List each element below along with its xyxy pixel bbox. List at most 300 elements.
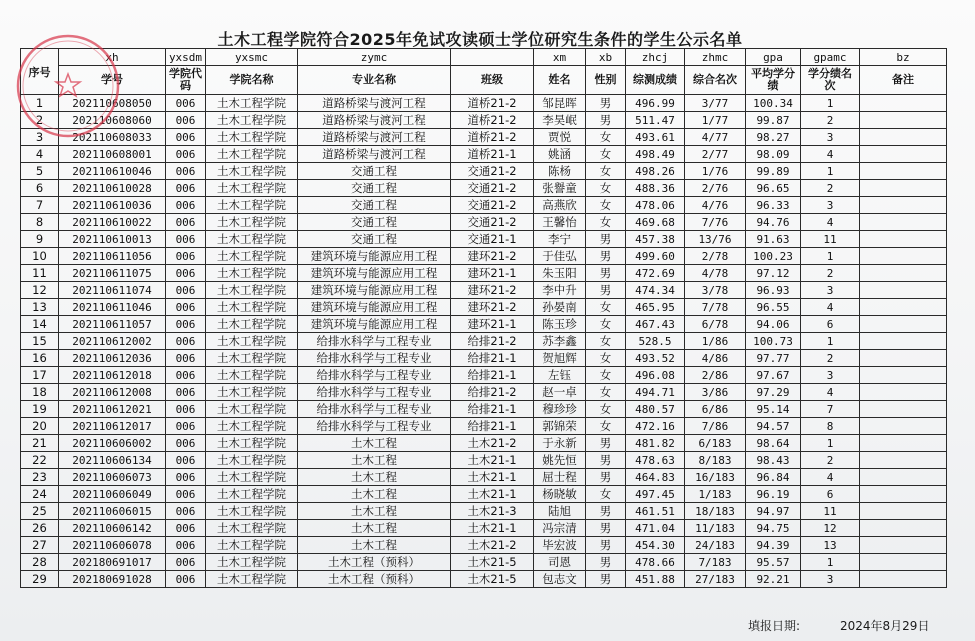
- code-yxsdm: yxsdm: [166, 49, 206, 66]
- code-bz: bz: [860, 49, 947, 66]
- class-cell: 给排21-1: [451, 401, 534, 418]
- college-code-cell: 006: [166, 214, 206, 231]
- student-id-cell: 202110606073: [59, 469, 166, 486]
- gender-cell: 女: [586, 163, 626, 180]
- header-gender: 性别: [586, 66, 626, 95]
- table-row: [21, 197, 947, 214]
- college-name-cell: 土木工程学院: [206, 571, 298, 588]
- gender-cell: 男: [586, 282, 626, 299]
- gpa-cell: 97.77: [746, 350, 801, 367]
- header-class: 班级: [451, 66, 534, 95]
- name-cell: 贺旭辉: [534, 350, 586, 367]
- note-cell: [860, 537, 947, 554]
- major-cell: 土木工程（预科）: [298, 554, 451, 571]
- seq-cell: 9: [21, 231, 59, 248]
- college-name-cell: 土木工程学院: [206, 180, 298, 197]
- gpa-cell: 95.57: [746, 554, 801, 571]
- code-xm: xm: [534, 49, 586, 66]
- note-cell: [860, 520, 947, 537]
- student-id-cell: 202110611075: [59, 265, 166, 282]
- class-cell: 建环21-2: [451, 282, 534, 299]
- table-row: [21, 486, 947, 503]
- major-cell: 土木工程: [298, 469, 451, 486]
- gender-cell: 女: [586, 350, 626, 367]
- seq-cell: 19: [21, 401, 59, 418]
- gpa-rank-cell: 2: [801, 265, 860, 282]
- college-code-cell: 006: [166, 452, 206, 469]
- college-code-cell: 006: [166, 316, 206, 333]
- student-id-cell: 202110612008: [59, 384, 166, 401]
- college-code-cell: 006: [166, 435, 206, 452]
- gpa-rank-cell: 6: [801, 316, 860, 333]
- gender-cell: 男: [586, 95, 626, 112]
- college-name-cell: 土木工程学院: [206, 197, 298, 214]
- gpa-cell: 100.73: [746, 333, 801, 350]
- gender-cell: 女: [586, 401, 626, 418]
- major-cell: 给排水科学与工程专业: [298, 350, 451, 367]
- college-code-cell: 006: [166, 520, 206, 537]
- score-rank-cell: 2/86: [685, 367, 746, 384]
- score-rank-cell: 3/86: [685, 384, 746, 401]
- seq-cell: 8: [21, 214, 59, 231]
- college-name-cell: 土木工程学院: [206, 350, 298, 367]
- table-row: [21, 418, 947, 435]
- major-cell: 交通工程: [298, 231, 451, 248]
- seq-cell: 23: [21, 469, 59, 486]
- major-cell: 土木工程: [298, 486, 451, 503]
- table-row: [21, 299, 947, 316]
- name-cell: 于永新: [534, 435, 586, 452]
- student-id-cell: 202110611056: [59, 248, 166, 265]
- report-date-label: 填报日期:: [748, 619, 801, 633]
- student-id-cell: 202110610046: [59, 163, 166, 180]
- gender-cell: 女: [586, 367, 626, 384]
- college-code-cell: 006: [166, 367, 206, 384]
- table-row: [21, 452, 947, 469]
- student-id-cell: 202180691028: [59, 571, 166, 588]
- seq-cell: 7: [21, 197, 59, 214]
- note-cell: [860, 503, 947, 520]
- table-row: [21, 146, 947, 163]
- major-cell: 交通工程: [298, 214, 451, 231]
- name-cell: 陆旭: [534, 503, 586, 520]
- score-rank-cell: 6/183: [685, 435, 746, 452]
- gpa-cell: 96.33: [746, 197, 801, 214]
- student-id-cell: 202110608033: [59, 129, 166, 146]
- gpa-rank-cell: 11: [801, 231, 860, 248]
- note-cell: [860, 231, 947, 248]
- table-row: [21, 180, 947, 197]
- table-row: [21, 384, 947, 401]
- score-rank-cell: 16/183: [685, 469, 746, 486]
- seq-cell: 1: [21, 95, 59, 112]
- seq-cell: 2: [21, 112, 59, 129]
- class-cell: 土木21-1: [451, 469, 534, 486]
- student-id-cell: 202110612036: [59, 350, 166, 367]
- table-row: [21, 367, 947, 384]
- college-code-cell: 006: [166, 537, 206, 554]
- name-cell: 高燕欣: [534, 197, 586, 214]
- gpa-cell: 98.64: [746, 435, 801, 452]
- table-row: [21, 231, 947, 248]
- seq-cell: 29: [21, 571, 59, 588]
- college-name-cell: 土木工程学院: [206, 418, 298, 435]
- note-cell: [860, 146, 947, 163]
- note-cell: [860, 554, 947, 571]
- major-cell: 建筑环境与能源应用工程: [298, 282, 451, 299]
- header-seq: 序号: [21, 49, 59, 95]
- class-cell: 土木21-5: [451, 554, 534, 571]
- note-cell: [860, 384, 947, 401]
- score-rank-cell: 3/77: [685, 95, 746, 112]
- gpa-rank-cell: 4: [801, 384, 860, 401]
- score-rank-cell: 1/86: [685, 333, 746, 350]
- name-cell: 贾悦: [534, 129, 586, 146]
- college-code-cell: 006: [166, 299, 206, 316]
- gpa-cell: 92.21: [746, 571, 801, 588]
- class-cell: 建环21-1: [451, 265, 534, 282]
- gpa-cell: 96.55: [746, 299, 801, 316]
- college-code-cell: 006: [166, 95, 206, 112]
- class-cell: 交通21-2: [451, 214, 534, 231]
- score-cell: 457.38: [626, 231, 685, 248]
- score-rank-cell: 7/86: [685, 418, 746, 435]
- major-cell: 交通工程: [298, 197, 451, 214]
- class-cell: 交通21-2: [451, 180, 534, 197]
- seq-cell: 25: [21, 503, 59, 520]
- seq-cell: 4: [21, 146, 59, 163]
- name-cell: 陈杨: [534, 163, 586, 180]
- college-name-cell: 土木工程学院: [206, 401, 298, 418]
- college-name-cell: 土木工程学院: [206, 452, 298, 469]
- class-cell: 土木21-2: [451, 435, 534, 452]
- header-name: 姓名: [534, 66, 586, 95]
- major-cell: 土木工程: [298, 452, 451, 469]
- student-id-cell: 202110610028: [59, 180, 166, 197]
- class-cell: 土木21-1: [451, 486, 534, 503]
- student-id-cell: 202110612021: [59, 401, 166, 418]
- student-id-cell: 202110610022: [59, 214, 166, 231]
- gpa-cell: 99.87: [746, 112, 801, 129]
- student-id-cell: 202110608001: [59, 146, 166, 163]
- note-cell: [860, 214, 947, 231]
- header-row: [21, 66, 947, 95]
- class-cell: 土木21-3: [451, 503, 534, 520]
- gpa-cell: 97.29: [746, 384, 801, 401]
- major-cell: 建筑环境与能源应用工程: [298, 248, 451, 265]
- college-code-cell: 006: [166, 265, 206, 282]
- name-cell: 苏李鑫: [534, 333, 586, 350]
- field-code-row: [21, 49, 947, 66]
- student-id-cell: 202110606134: [59, 452, 166, 469]
- college-name-cell: 土木工程学院: [206, 146, 298, 163]
- score-rank-cell: 2/76: [685, 180, 746, 197]
- seq-cell: 11: [21, 265, 59, 282]
- class-cell: 土木21-1: [451, 452, 534, 469]
- gpa-rank-cell: 13: [801, 537, 860, 554]
- gender-cell: 男: [586, 503, 626, 520]
- major-cell: 给排水科学与工程专业: [298, 333, 451, 350]
- header-college-name: 学院名称: [206, 66, 298, 95]
- gender-cell: 男: [586, 469, 626, 486]
- gpa-cell: 96.84: [746, 469, 801, 486]
- college-code-cell: 006: [166, 129, 206, 146]
- gpa-cell: 100.23: [746, 248, 801, 265]
- score-cell: 471.04: [626, 520, 685, 537]
- gpa-cell: 99.89: [746, 163, 801, 180]
- header-gpa-rank: 学分绩名次: [801, 66, 860, 95]
- score-rank-cell: 4/86: [685, 350, 746, 367]
- gender-cell: 男: [586, 265, 626, 282]
- name-cell: 屈士程: [534, 469, 586, 486]
- major-cell: 土木工程: [298, 520, 451, 537]
- college-code-cell: 006: [166, 503, 206, 520]
- major-cell: 给排水科学与工程专业: [298, 384, 451, 401]
- major-cell: 交通工程: [298, 180, 451, 197]
- class-cell: 给排21-1: [451, 418, 534, 435]
- score-rank-cell: 7/76: [685, 214, 746, 231]
- major-cell: 给排水科学与工程专业: [298, 418, 451, 435]
- score-cell: 478.63: [626, 452, 685, 469]
- score-rank-cell: 8/183: [685, 452, 746, 469]
- note-cell: [860, 129, 947, 146]
- class-cell: 给排21-1: [451, 367, 534, 384]
- name-cell: 姚先恒: [534, 452, 586, 469]
- gpa-cell: 94.57: [746, 418, 801, 435]
- name-cell: 张譽童: [534, 180, 586, 197]
- gender-cell: 女: [586, 486, 626, 503]
- gpa-cell: 94.76: [746, 214, 801, 231]
- gpa-rank-cell: 4: [801, 469, 860, 486]
- header-score-rank: 综合名次: [685, 66, 746, 95]
- gender-cell: 女: [586, 214, 626, 231]
- college-name-cell: 土木工程学院: [206, 384, 298, 401]
- page-title: 土木工程学院符合2025年免试攻读硕士学位研究生条件的学生公示名单: [217, 30, 743, 49]
- score-cell: 481.82: [626, 435, 685, 452]
- table-row: [21, 248, 947, 265]
- score-rank-cell: 7/78: [685, 299, 746, 316]
- table-row: [21, 401, 947, 418]
- score-cell: 467.43: [626, 316, 685, 333]
- seq-cell: 16: [21, 350, 59, 367]
- code-zhmc: zhmc: [685, 49, 746, 66]
- college-code-cell: 006: [166, 163, 206, 180]
- gpa-rank-cell: 6: [801, 486, 860, 503]
- score-rank-cell: 1/77: [685, 112, 746, 129]
- score-cell: 465.95: [626, 299, 685, 316]
- gpa-cell: 98.09: [746, 146, 801, 163]
- table-row: [21, 95, 947, 112]
- score-cell: 472.69: [626, 265, 685, 282]
- class-cell: 土木21-1: [451, 520, 534, 537]
- class-cell: 给排21-2: [451, 333, 534, 350]
- code-xh: xh: [59, 49, 166, 66]
- gpa-cell: 94.97: [746, 503, 801, 520]
- name-cell: 邹昆晖: [534, 95, 586, 112]
- table-row: [21, 333, 947, 350]
- name-cell: 毕宏波: [534, 537, 586, 554]
- college-code-cell: 006: [166, 112, 206, 129]
- gender-cell: 女: [586, 299, 626, 316]
- table-row: [21, 503, 947, 520]
- gpa-rank-cell: 2: [801, 452, 860, 469]
- name-cell: 姚涵: [534, 146, 586, 163]
- seq-cell: 15: [21, 333, 59, 350]
- score-cell: 494.71: [626, 384, 685, 401]
- class-cell: 土木21-5: [451, 571, 534, 588]
- seq-cell: 21: [21, 435, 59, 452]
- class-cell: 交通21-2: [451, 197, 534, 214]
- score-cell: 478.66: [626, 554, 685, 571]
- score-cell: 496.99: [626, 95, 685, 112]
- college-code-cell: 006: [166, 248, 206, 265]
- college-name-cell: 土木工程学院: [206, 469, 298, 486]
- note-cell: [860, 367, 947, 384]
- college-name-cell: 土木工程学院: [206, 503, 298, 520]
- gpa-cell: 91.63: [746, 231, 801, 248]
- note-cell: [860, 282, 947, 299]
- gpa-rank-cell: 1: [801, 248, 860, 265]
- gpa-cell: 94.06: [746, 316, 801, 333]
- gpa-rank-cell: 1: [801, 95, 860, 112]
- gpa-rank-cell: 1: [801, 435, 860, 452]
- gpa-rank-cell: 2: [801, 350, 860, 367]
- seq-cell: 20: [21, 418, 59, 435]
- major-cell: 土木工程: [298, 537, 451, 554]
- gender-cell: 女: [586, 316, 626, 333]
- gpa-rank-cell: 2: [801, 180, 860, 197]
- college-name-cell: 土木工程学院: [206, 214, 298, 231]
- score-cell: 469.68: [626, 214, 685, 231]
- table-row: [21, 520, 947, 537]
- seq-cell: 3: [21, 129, 59, 146]
- header-student-id: 学号: [59, 66, 166, 95]
- gpa-cell: 100.34: [746, 95, 801, 112]
- score-cell: 488.36: [626, 180, 685, 197]
- gpa-cell: 95.14: [746, 401, 801, 418]
- college-name-cell: 土木工程学院: [206, 367, 298, 384]
- college-code-cell: 006: [166, 469, 206, 486]
- name-cell: 郭锦荣: [534, 418, 586, 435]
- student-id-cell: 202110606142: [59, 520, 166, 537]
- score-rank-cell: 4/76: [685, 197, 746, 214]
- gpa-cell: 94.75: [746, 520, 801, 537]
- name-cell: 包志文: [534, 571, 586, 588]
- gpa-rank-cell: 11: [801, 503, 860, 520]
- gpa-cell: 96.93: [746, 282, 801, 299]
- major-cell: 给排水科学与工程专业: [298, 367, 451, 384]
- gender-cell: 女: [586, 197, 626, 214]
- gpa-rank-cell: 3: [801, 129, 860, 146]
- major-cell: 道路桥梁与渡河工程: [298, 112, 451, 129]
- table-row: [21, 163, 947, 180]
- note-cell: [860, 333, 947, 350]
- score-rank-cell: 11/183: [685, 520, 746, 537]
- gpa-rank-cell: 2: [801, 112, 860, 129]
- score-cell: 511.47: [626, 112, 685, 129]
- note-cell: [860, 418, 947, 435]
- name-cell: 杨晓敏: [534, 486, 586, 503]
- seq-cell: 27: [21, 537, 59, 554]
- table-row: [21, 435, 947, 452]
- note-cell: [860, 163, 947, 180]
- score-rank-cell: 4/78: [685, 265, 746, 282]
- college-code-cell: 006: [166, 197, 206, 214]
- gender-cell: 女: [586, 384, 626, 401]
- score-cell: 451.88: [626, 571, 685, 588]
- seq-cell: 22: [21, 452, 59, 469]
- major-cell: 建筑环境与能源应用工程: [298, 265, 451, 282]
- gpa-rank-cell: 4: [801, 146, 860, 163]
- seq-cell: 24: [21, 486, 59, 503]
- class-cell: 道桥21-1: [451, 146, 534, 163]
- gender-cell: 男: [586, 520, 626, 537]
- college-name-cell: 土木工程学院: [206, 299, 298, 316]
- class-cell: 给排21-2: [451, 384, 534, 401]
- student-list-table: [20, 48, 947, 588]
- seq-cell: 10: [21, 248, 59, 265]
- seq-cell: 18: [21, 384, 59, 401]
- note-cell: [860, 401, 947, 418]
- score-cell: 493.52: [626, 350, 685, 367]
- major-cell: 土木工程: [298, 503, 451, 520]
- seq-cell: 5: [21, 163, 59, 180]
- gpa-cell: 97.67: [746, 367, 801, 384]
- college-name-cell: 土木工程学院: [206, 435, 298, 452]
- header-major: 专业名称: [298, 66, 451, 95]
- gpa-rank-cell: 3: [801, 367, 860, 384]
- score-rank-cell: 18/183: [685, 503, 746, 520]
- college-name-cell: 土木工程学院: [206, 112, 298, 129]
- gender-cell: 女: [586, 418, 626, 435]
- college-name-cell: 土木工程学院: [206, 163, 298, 180]
- seq-cell: 12: [21, 282, 59, 299]
- college-code-cell: 006: [166, 333, 206, 350]
- college-code-cell: 006: [166, 384, 206, 401]
- major-cell: 道路桥梁与渡河工程: [298, 146, 451, 163]
- major-cell: 土木工程（预科）: [298, 571, 451, 588]
- note-cell: [860, 469, 947, 486]
- code-gpamc: gpamc: [801, 49, 860, 66]
- college-name-cell: 土木工程学院: [206, 554, 298, 571]
- score-cell: 480.57: [626, 401, 685, 418]
- gpa-rank-cell: 7: [801, 401, 860, 418]
- student-id-cell: 202110611046: [59, 299, 166, 316]
- student-id-cell: 202110610013: [59, 231, 166, 248]
- class-cell: 道桥21-2: [451, 112, 534, 129]
- gender-cell: 男: [586, 452, 626, 469]
- major-cell: 交通工程: [298, 163, 451, 180]
- gpa-rank-cell: 4: [801, 299, 860, 316]
- student-id-cell: 202110611057: [59, 316, 166, 333]
- college-name-cell: 土木工程学院: [206, 265, 298, 282]
- gpa-cell: 98.43: [746, 452, 801, 469]
- gender-cell: 男: [586, 231, 626, 248]
- name-cell: 陈玉珍: [534, 316, 586, 333]
- gender-cell: 男: [586, 537, 626, 554]
- score-rank-cell: 6/78: [685, 316, 746, 333]
- score-cell: 497.45: [626, 486, 685, 503]
- score-cell: 528.5: [626, 333, 685, 350]
- gpa-rank-cell: 1: [801, 163, 860, 180]
- code-class-blank: [451, 49, 534, 66]
- name-cell: 李昊岷: [534, 112, 586, 129]
- seq-cell: 14: [21, 316, 59, 333]
- name-cell: 穆珍珍: [534, 401, 586, 418]
- gender-cell: 女: [586, 146, 626, 163]
- gender-cell: 男: [586, 554, 626, 571]
- note-cell: [860, 486, 947, 503]
